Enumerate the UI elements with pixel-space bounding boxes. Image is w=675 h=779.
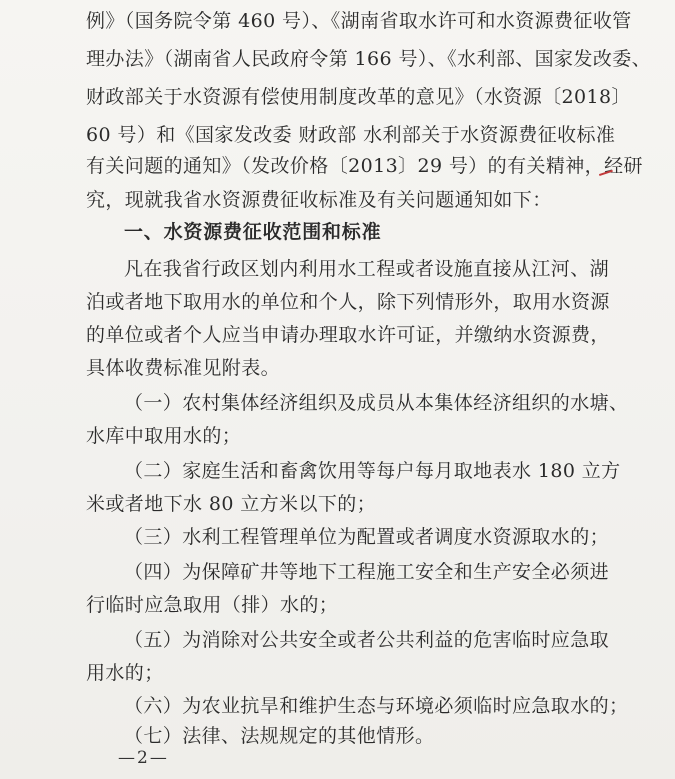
list-item-3: （三）水利工程管理单位为配置或者调度水资源取水的；: [124, 526, 610, 548]
page-number: —2—: [118, 748, 169, 768]
paragraph-line: 泊或者地下取用水的单位和个人，除下列情形外，取用水资源: [86, 291, 610, 313]
paragraph-line: 凡在我省行政区划内利用水工程或者设施直接从江河、湖: [124, 258, 610, 280]
list-item-7: （七）法律、法规规定的其他情形。: [124, 725, 435, 747]
list-item-4: （四）为保障矿井等地下工程施工安全和生产安全必须进: [124, 561, 610, 583]
body-line: 有关问题的通知》（发改价格〔2013〕29 号）的有关精神，经研: [86, 155, 643, 177]
list-item-1: （一）农村集体经济组织及成员从本集体经济组织的水塘、: [124, 392, 629, 414]
list-item-1-cont: 水库中取用水的；: [86, 425, 242, 447]
list-item-2-cont: 米或者地下水 80 立方米以下的；: [86, 493, 377, 515]
body-line: 60 号）和《国家发改委 财政部 水利部关于水资源费征收标准: [86, 124, 616, 146]
list-item-6: （六）为农业抗旱和维护生态与环境必须临时应急取水的；: [124, 695, 629, 717]
body-line: 例》（国务院令第 460 号）、《湖南省取水许可和水资源费征收管: [86, 10, 632, 32]
body-line: 理办法》（湖南省人民政府令第 166 号）、《水利部、国家发改委、: [86, 48, 652, 70]
body-line: 究，现就我省水资源费征收标准及有关问题通知如下：: [86, 189, 552, 211]
section-heading: 一、水资源费征收范围和标准: [124, 221, 382, 243]
list-item-5-cont: 用水的；: [86, 662, 164, 684]
body-line: 财政部关于水资源有偿使用制度改革的意见》（水资源〔2018〕: [86, 86, 631, 108]
list-item-5: （五）为消除对公共安全或者公共利益的危害临时应急取: [124, 629, 610, 651]
list-item-4-cont: 行临时应急取用（排）水的；: [86, 594, 339, 616]
paragraph-line: 的单位或者个人应当申请办理取水许可证，并缴纳水资源费，: [86, 324, 610, 346]
list-item-2: （二）家庭生活和畜禽饮用等每户每月取地表水 180 立方: [124, 460, 621, 482]
paragraph-line: 具体收费标准见附表。: [86, 357, 281, 379]
